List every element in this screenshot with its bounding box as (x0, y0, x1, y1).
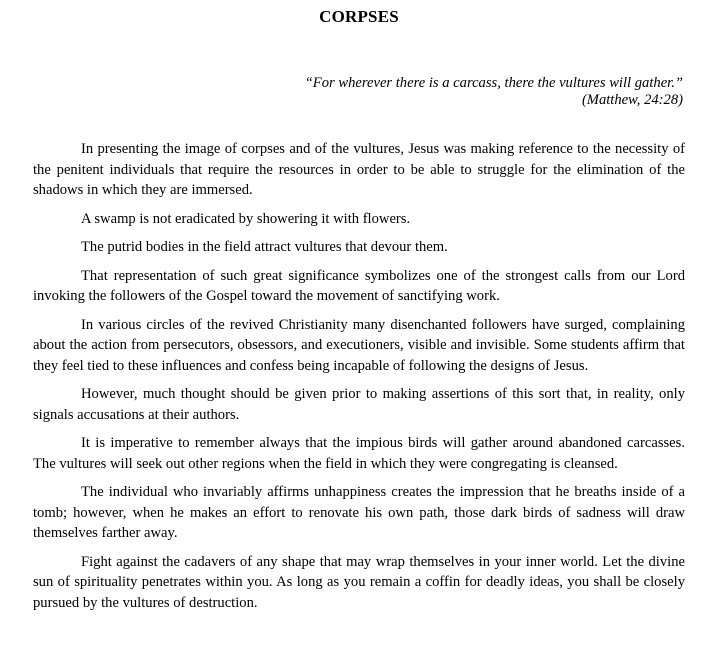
paragraph-2: A swamp is not eradicated by showering it with flowers. (81, 210, 411, 227)
paragraph-5: In various circles of the revived Christianity many disenchanted followers have surged, complaining about the action from persecutors, obsessors, and executioners, visible and invisible. Some students affirm that they feel tied to these influences and confess being incapable of following the designs of Jesus. (33, 316, 685, 374)
page-title: CORPSES (319, 7, 399, 26)
body-text (33, 139, 685, 613)
paragraph-7: It is imperative to remember always that the impious birds will gather around abandoned carcasses. The vultures will seek out other regions when the field in which they were congregating is cleansed. (33, 435, 685, 472)
paragraph-4: That representation of such great significance symbolizes one of the strongest calls from our Lord invoking the followers of the Gospel toward the movement of sanctifying work. (33, 267, 685, 304)
epigraph-citation: (Matthew, 24:28) (581, 92, 683, 108)
epigraph-quote: “For wherever there is a carcass, there the vultures will gather.” (304, 75, 683, 91)
paragraph-1: In presenting the image of corpses and of the vultures, Jesus was making reference to the necessity of the penitent individuals that require the resources in order to be able to struggle for the elimination of the shadows in which they are immersed. (33, 141, 685, 198)
paragraph-9: Fight against the cadavers of any shape that may wrap themselves in your inner world. Let the divine sun of spirituality penetrates within you. As long as you remain a coffin for deadly ideas, you shall be closely pursued by the vultures of destruction. (33, 553, 685, 611)
paragraph-6: However, much thought should be given prior to making assertions of this sort that, in reality, only signals accusations at their authors. (33, 386, 685, 423)
epigraph (33, 75, 685, 109)
paragraph-3: The putrid bodies in the field attract vultures that devour them. (81, 239, 448, 255)
paragraph-8: The individual who invariably affirms unhappiness creates the impression that he breaths inside of a tomb; however, when he makes an effort to renovate his own path, those dark birds of sadness will draw themselves farther away. (33, 484, 685, 541)
